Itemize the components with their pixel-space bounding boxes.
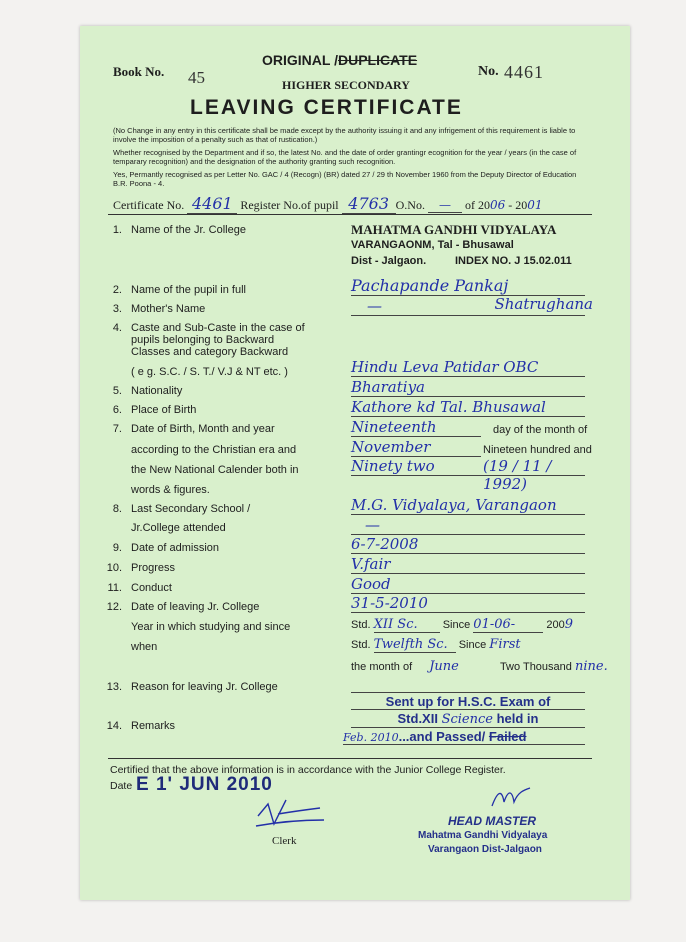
std-label-1: Std. <box>351 619 371 631</box>
copy-type <box>262 52 417 68</box>
head-master-label: HEAD MASTER <box>448 814 537 828</box>
std-2-value: Twelfth Sc. <box>374 637 456 653</box>
of-label: of <box>464 198 475 212</box>
divider-bottom <box>108 758 592 759</box>
headmaster-signature <box>486 784 536 814</box>
remarks-stream: Science <box>441 712 493 727</box>
dob-year-words <box>351 457 585 493</box>
year-to-hand: 01 <box>527 198 543 212</box>
remarks-passed: ...and Passed/ <box>398 729 486 744</box>
certificate-serial: 4461 <box>504 62 544 82</box>
field-12-label: Date of leaving Jr. College <box>131 601 260 613</box>
cert-no-value: 4461 <box>187 194 237 214</box>
field-3-label: Mother's Name <box>131 303 206 315</box>
field-8-label: Last Secondary School / <box>131 503 251 515</box>
field-9-label: Date of admission <box>131 542 220 554</box>
since-1-value: 01-06- <box>473 617 543 633</box>
study-line-2 <box>351 637 521 653</box>
reason-line-top <box>351 692 585 693</box>
dob-day: Nineteenth <box>351 418 481 437</box>
year-separator: - 20 <box>508 198 528 212</box>
field-7-label-3: the New National Calender both in <box>131 464 299 476</box>
two-thousand-label: Two Thousand <box>499 661 572 673</box>
field-5-label: Nationality <box>131 385 183 397</box>
dob-figures: (19 / 11 / 1992) <box>483 457 552 493</box>
year-from-print: 20 <box>477 198 490 212</box>
field-9-number: 9. <box>112 542 122 554</box>
number-label: No. <box>478 64 499 79</box>
year-from-hand: 06 <box>489 198 506 212</box>
mother-name-value: Shatrughana <box>494 295 593 313</box>
ono-label: O.No. <box>395 198 425 212</box>
book-label: Book No. <box>113 64 165 79</box>
last-school-value: M.G. Vidyalaya, Varangaon <box>351 496 585 515</box>
field-14-label: Remarks <box>131 720 176 732</box>
field-12-label-2: Year in which studying and since <box>131 621 291 633</box>
field-13-label: Reason for leaving Jr. College <box>131 681 278 693</box>
since-label-1: Since <box>442 619 471 631</box>
field-7-label-2: according to the Christian era and <box>131 444 297 456</box>
certificate-title: LEAVING CERTIFICATE <box>190 96 463 119</box>
remarks-line-1 <box>351 711 585 728</box>
caste-value: Hindu Leva Patidar OBC <box>351 358 585 377</box>
certificate-number-line <box>113 194 593 214</box>
mother-name-dash: — <box>367 297 382 315</box>
dob-month-suffix: Nineteen hundred and <box>483 444 592 456</box>
clerk-signature <box>248 790 328 836</box>
remarks-std: Std.XII <box>397 711 438 726</box>
std-1-value: XII Sc. <box>374 617 440 633</box>
preamble-letter: Yes, Permantly recognised as per Letter No. GAC / 4 (Recogn) (BR) dated 27 / 29 th November 1960 from the Deputy Director of Education B.R. Poona - 4. <box>113 170 577 188</box>
remarks-held-in: held in <box>496 711 539 726</box>
study-line-3 <box>351 659 608 674</box>
section-label: HIGHER SECONDARY <box>282 78 410 92</box>
conduct-value: Good <box>351 575 585 594</box>
book-number: 45 <box>188 68 205 87</box>
original-label: ORIGINAL <box>262 52 331 68</box>
month-label: the month of <box>351 661 413 673</box>
last-school-dash: — <box>365 516 380 534</box>
dob-year-text: Ninety two <box>351 457 435 475</box>
nationality-value: Bharatiya <box>351 378 585 397</box>
field-10-number: 10. <box>106 562 122 574</box>
field-4-label: Caste and Sub-Caste in the case of pupils belonging to Backward Classes and category Backward <box>131 322 305 358</box>
field-6-label: Place of Birth <box>131 404 197 416</box>
field-10-label: Progress <box>131 562 176 574</box>
field-11-number: 11. <box>107 582 122 594</box>
field-6-number: 6. <box>112 404 122 416</box>
dob-day-suffix: day of the month of <box>493 424 588 436</box>
field-8-number: 8. <box>112 503 122 515</box>
study-line-1 <box>351 617 573 633</box>
reason-value: Sent up for H.S.C. Exam of <box>351 694 585 710</box>
field-14-number: 14. <box>106 720 122 732</box>
field-5-number: 5. <box>112 385 122 397</box>
month-value: June <box>429 659 459 674</box>
mother-name <box>351 295 593 316</box>
admission-date: 6-7-2008 <box>351 535 585 554</box>
since-1-year-hand: 9 <box>564 617 573 632</box>
birthplace-value: Kathore kd Tal. Bhusawal <box>351 398 585 417</box>
date-stamp: E 1' JUN 2010 <box>136 774 273 795</box>
duplicate-label: DUPLICATE <box>337 52 418 68</box>
divider-top <box>108 214 592 215</box>
college-district: Dist - Jalgaon. <box>351 255 427 267</box>
field-7-number: 7. <box>112 423 122 435</box>
pupil-name: Pachapande Pankaj <box>351 276 585 296</box>
college-place: VARANGAONM, Tal - Bhusawal <box>351 239 514 251</box>
field-4-number: 4. <box>112 322 122 334</box>
field-11-label: Conduct <box>131 582 172 594</box>
cert-no-label: Certificate No. <box>113 198 185 212</box>
college-name: MAHATMA GANDHI VIDYALAYA <box>351 222 557 237</box>
progress-value: V.fair <box>351 555 585 574</box>
register-value: 4763 <box>342 194 396 214</box>
copy-separator: / <box>334 52 338 68</box>
register-label: Register No.of pupil <box>240 198 339 212</box>
field-8-label-2: Jr.College attended <box>131 522 226 534</box>
field-1-label: Name of the Jr. College <box>131 224 246 236</box>
since-2-value: First <box>489 637 521 652</box>
std-label-2: Std. <box>351 639 371 651</box>
preamble-recognition: Whether recognised by the Department and if so, the latest No. and the date of order grantingr ecognition for the year / years (in the case of temparary recognition) and the designation of the authority granting such recognition. <box>113 148 577 166</box>
college-index: INDEX NO. J 15.02.011 <box>455 255 572 267</box>
field-12-label-3: when <box>131 641 158 653</box>
last-school-value-2 <box>351 516 585 535</box>
ono-value: — <box>428 198 462 213</box>
school-stamp-line-2: Varangaon Dist-Jalgaon <box>428 844 542 855</box>
preamble-rustication: (No Change in any entry in this certificate shall be made except by the authority issuing it and any infrigement of this requirement is liable to involve the imposition of a penalty such as that of rustication.) <box>113 126 576 144</box>
date-label: Date <box>110 780 133 792</box>
field-4-example: ( e g. S.C. / S. T./ V.J & NT etc. ) <box>131 366 288 378</box>
certified-statement: Certified that the above information is in accordance with the Junior College Register. <box>110 764 506 776</box>
field-3-number: 3. <box>112 303 122 315</box>
leaving-date: 31-5-2010 <box>351 594 585 613</box>
field-12-number: 12. <box>106 601 122 613</box>
field-1-number: 1. <box>112 224 122 236</box>
clerk-label: Clerk <box>272 835 297 847</box>
since-1-year-print: 200 <box>546 619 565 631</box>
field-2-label: Name of the pupil in full <box>131 284 246 296</box>
field-7-label-4: words & figures. <box>131 484 210 496</box>
field-7-label: Date of Birth, Month and year <box>131 423 275 435</box>
remarks-line-2 <box>343 729 585 745</box>
since-label-2: Since <box>458 639 487 651</box>
dob-month: November <box>351 438 481 457</box>
field-13-number: 13. <box>106 681 122 693</box>
remarks-feb: Feb. 2010 <box>343 731 399 744</box>
two-thousand-value: nine. <box>574 659 608 674</box>
field-2-number: 2. <box>112 284 122 296</box>
remarks-failed: Failed <box>488 729 527 744</box>
school-stamp-line-1: Mahatma Gandhi Vidyalaya <box>418 830 548 841</box>
